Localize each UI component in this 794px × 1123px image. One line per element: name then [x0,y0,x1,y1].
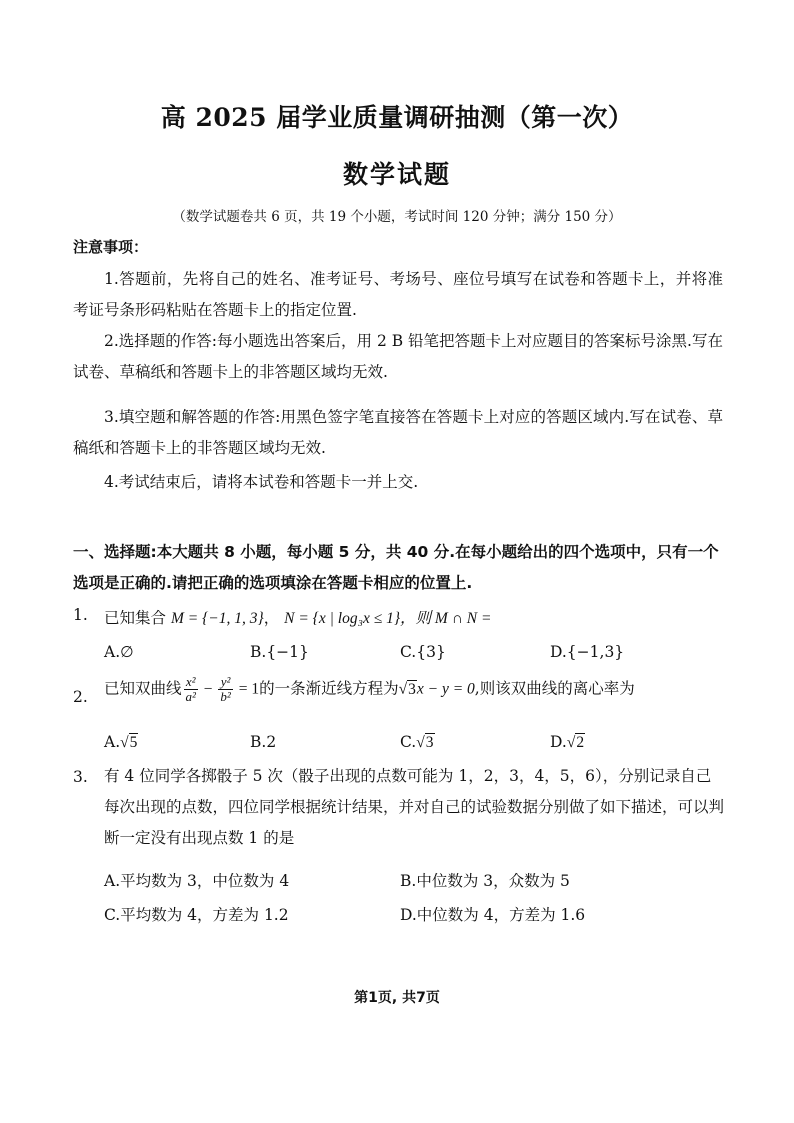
option-c: C.{3} [400,643,446,661]
question-number: 1. [73,606,88,624]
option-a: A.∅ [104,643,134,661]
section-heading: 一、选择题:本大题共 8 小题，每小题 5 分，共 40 分.在每小题给出的四个选项中，只有一个选项是正确的.请把正确的选项填涂在答题卡相应的位置上. [73,543,719,592]
option-b: B.{−1} [250,643,309,661]
sqrt-expression: √3 [398,680,416,698]
notice-item: 4.考试结束后，请将本试卷和答题卡一并上交. [104,473,419,491]
question-stem: 已知双曲线 $\frac{\text{x²}}{\text{a²}}$ − $\frac{\text{y²}}{\text{b²}}$ = 1的一条渐近线方程为√3x − y = 0,则该双曲线的离心率为 [104,674,635,704]
exam-title: 高 2025 届学业质量调研抽测（第一次） [160,103,634,132]
option-d: D.中位数为 4，方差为 1.6 [400,906,586,924]
question-number: 3. [73,768,88,786]
option-a: A.平均数为 3，中位数为 4 [104,872,290,890]
notice-item: 3.填空题和解答题的作答:用黑色签字笔直接答在答题卡上对应的答题区域内.写在试卷、草稿纸和答题卡上的非答题区域均无效. [73,408,723,457]
page-footer: 第1页, 共7页 [354,990,440,1006]
fraction: $\frac{\text{y²}}{\text{b²}}$ [220,674,231,704]
exam-subject: 数学试题 [342,160,451,189]
set-n: N = {x | log₃x ≤ 1} [284,610,401,627]
option-c: C.√3 [400,733,434,751]
option-d: D.√2 [550,733,585,751]
option-c: C.平均数为 4，方差为 1.2 [104,906,289,924]
question-stem: 已知集合 M = {−1, 1, 3}， N = {x | log₃x ≤ 1}，则 M ∩ N = [104,609,492,627]
question-tail: ，则 M ∩ N = [400,610,492,627]
notice-heading: 注意事项： [73,238,149,256]
set-m: M = {−1, 1, 3} [170,610,264,627]
fraction: $\frac{\text{x²}}{\text{a²}}$ [185,674,196,704]
notice-item: 1.答题前，先将自己的姓名、准考证号、考场号、座位号填写在试卷和答题卡上，并将准考证号条形码粘贴在答题卡上的指定位置. [73,270,723,319]
exam-info: （数学试题卷共 6 页，共 19 个小题，考试时间 120 分钟；满分 150 分） [172,209,622,225]
option-b: B.中位数为 3，众数为 5 [400,872,570,890]
option-a: A.√5 [104,733,138,751]
question-stem: 有 4 位同学各掷骰子 5 次（骰子出现的点数可能为 1，2，3，4，5，6），分别记录自己每次出现的点数，四位同学根据统计结果，并对自己的试验数据分别做了如下描述，可以判断一定没有出现点数 1 的是 [104,767,725,847]
option-d: D.{−1,3} [550,643,625,661]
notice-item: 2.选择题的作答:每小题选出答案后，用 2 B 铅笔把答题卡上对应题目的答案标号涂黑.写在试卷、草稿纸和答题卡上的非答题区域均无效. [73,332,723,381]
option-b: B.2 [250,733,277,751]
question-number: 2. [73,688,88,706]
